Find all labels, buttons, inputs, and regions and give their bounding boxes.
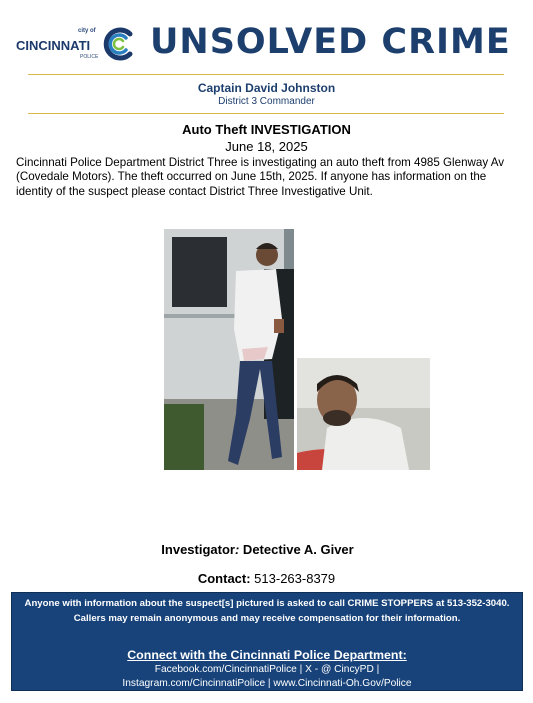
social-links-line-1: Facebook.com/CincinnatiPolice | X - @ CincyPD | — [154, 664, 380, 675]
contact-label: Contact: — [197, 571, 251, 586]
logo-police-text: POLICE — [80, 54, 99, 60]
case-title: Auto Theft INVESTIGATION — [182, 122, 351, 137]
social-links — [12, 663, 522, 691]
c-swoosh-icon — [100, 26, 136, 62]
case-date: June 18, 2025 — [225, 139, 308, 154]
investigator-separator: : — [234, 542, 240, 557]
flyer-header — [0, 0, 533, 70]
crime-stoppers-footer — [11, 592, 523, 691]
crime-stoppers-notice: Anyone with information about the suspect[s] pictured is asked to call CRIME STOPPERS at 513-352-3040. Callers may remain anonymous and may receive compensation for their information. — [24, 598, 510, 624]
contact-line — [0, 571, 533, 586]
suspect-photo-full-body — [164, 229, 294, 470]
investigator-label: Investigator — [161, 542, 235, 557]
suspect-photo-closeup — [297, 358, 430, 470]
investigator-name: Detective A. Giver — [239, 542, 354, 557]
connect-heading: Connect with the Cincinnati Police Department: — [127, 648, 407, 662]
logo-city-text: city of — [78, 28, 96, 34]
bottom-divider — [28, 113, 504, 114]
top-divider — [28, 74, 504, 75]
case-description: Cincinnati Police Department District Three is investigating an auto theft from 4985 Glenway Av (Covedale Motors). The theft occurred on June 15th, 2025. If anyone has information on the identity of the suspect please contact District Three Investigative Unit. — [16, 156, 505, 198]
social-links-line-2: Instagram.com/CincinnatiPolice | www.Cincinnati-Oh.Gov/Police — [122, 678, 412, 689]
commander-name: Captain David Johnston — [197, 81, 336, 95]
page-title: UNSOLVED CRIME — [150, 22, 511, 62]
logo-city-name: CINCINNATI — [16, 38, 91, 53]
contact-phone: 513-263-8379 — [250, 571, 336, 586]
commander-role: District 3 Commander — [218, 96, 315, 107]
investigator-line — [0, 542, 515, 557]
cincinnati-police-logo — [16, 24, 136, 64]
